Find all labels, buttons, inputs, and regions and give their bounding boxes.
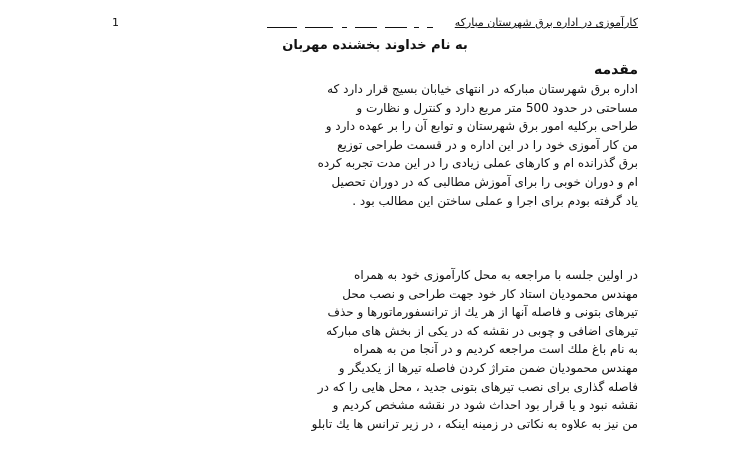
paragraph-line: من نیز به علاوه به نکاتی در زمینه اینکه ، در زیر ترانس ها یك تابلو (311, 416, 638, 431)
page-number: 1 (112, 16, 119, 29)
paragraph-line: در اولین جلسه با مراجعه به محل کارآموزی خود به همراه (354, 268, 638, 282)
header-title: کارآموزی در اداره برق شهرستان مبارکه (454, 16, 638, 29)
paragraph-line: تیرهای بتونی و فاصله آنها از هر یك از ترانسفورماتورها و حذف (327, 305, 638, 320)
paragraph-line: اداره برق شهرستان مبارکه در انتهای خیابان بسیج قرار دارد که (327, 82, 638, 96)
paragraph-line: تیرهای اضافی و چوبی در نقشه که در یکی از بخش های مبارکه (326, 323, 638, 338)
introduction-paragraph (112, 80, 638, 210)
header-rule (223, 14, 433, 32)
invocation-heading: به نام خداوند بخشنده مهربان (282, 38, 468, 53)
section-heading-introduction: مقدمه (594, 62, 638, 78)
paragraph-line: من کار آموزی خود را در این اداره و در قسمت طراحی توزیع (337, 137, 638, 152)
first-session-paragraph (112, 266, 638, 433)
paragraph-line: مساحتی در حدود 500 متر مربع دارد و کنترل و نظارت و (356, 100, 638, 115)
paragraph-line: فاصله گذاری برای نصب تیرهای بتونی جدید ، محل هایی را که در (317, 379, 638, 394)
page-header (112, 14, 638, 32)
paragraph-line: طراحی برکلیه امور برق شهرستان و توابع آن را بر عهده دارد و (325, 119, 638, 134)
paragraph-line: برق گذرانده ام و کارهای عملی زیادی را در این مدت تجربه کرده (317, 156, 638, 171)
paragraph-line: یاد گرفته بودم برای اجرا و عملی ساختن این مطالب بود . (352, 193, 638, 208)
paragraph-line: مهندس محمودیان ضمن متراژ کردن فاصله تیرها از یکدیگر و (338, 360, 638, 375)
paragraph-line: نقشه نبود و یا قرار بود احداث شود در نقشه مشخص کردیم و (332, 398, 638, 413)
paragraph-line: ام و دوران خوبی را برای آموزش مطالبی که در دوران تحصیل (331, 174, 638, 189)
paragraph-line: مهندس محمودیان استاد کار خود جهت طراحی و نصب محل (342, 286, 638, 301)
paragraph-line: به نام باغ ملك است مراجعه کردیم و در آنجا من به همراه (353, 342, 638, 357)
